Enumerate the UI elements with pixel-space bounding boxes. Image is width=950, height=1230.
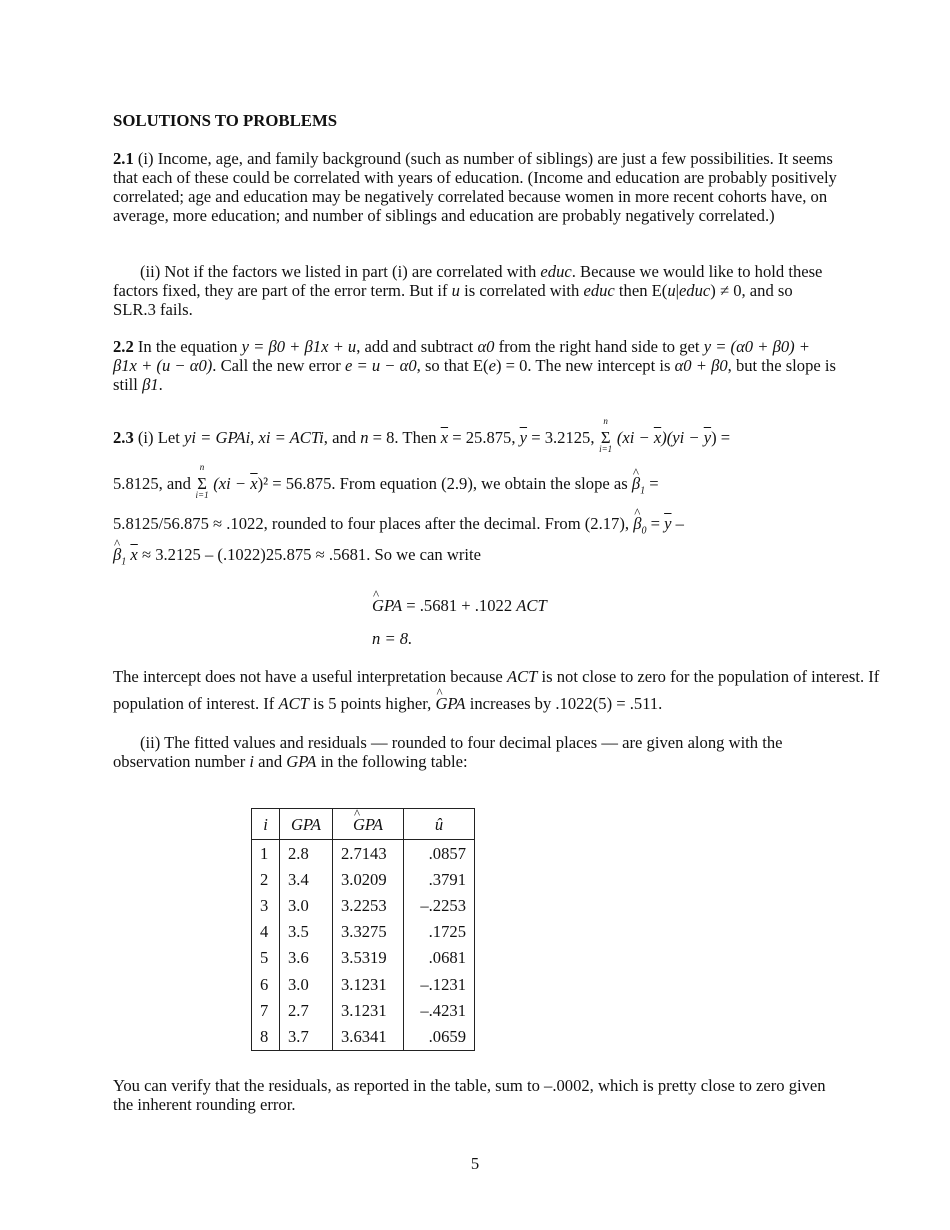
text: ) = 0. The new intercept is xyxy=(495,356,675,375)
text: = 8. Then xyxy=(368,428,441,447)
table-cell: 3.4 xyxy=(280,866,333,892)
x-bar: $\overline{x}$ xyxy=(653,428,662,447)
problem-2-3-line-3 xyxy=(113,514,684,540)
table-cell: 5 xyxy=(252,945,280,971)
var-n: n xyxy=(360,428,369,447)
text: . Call the new error xyxy=(212,356,345,375)
table-cell: .3791 xyxy=(404,866,475,892)
text: 5.8125/56.875 ≈ .1022, rounded to four places after the decimal. From (2.17), xyxy=(113,514,630,533)
equation: y = (α0 + β0) + β1x + (u − α0) xyxy=(113,337,811,375)
header-gpa: GPA xyxy=(280,809,333,840)
table-cell: 3 xyxy=(252,892,280,918)
equation: e = u − α0 xyxy=(344,356,417,375)
y-bar: $\overline{y}$ xyxy=(519,428,528,447)
text: then E( xyxy=(614,281,668,300)
text: in the following table: xyxy=(316,752,468,771)
text: increases by .1022(5) = .511. xyxy=(469,694,663,713)
table-header-row xyxy=(252,809,475,840)
equation: α0 + β0 xyxy=(674,356,728,375)
text: 5.8125, and xyxy=(113,474,191,493)
table-row xyxy=(252,945,475,971)
beta-hat-1: ^ $\beta_1$ xyxy=(113,545,126,571)
table-row xyxy=(252,892,475,918)
text: is correlated with xyxy=(459,281,584,300)
table-cell: 3.5 xyxy=(280,919,333,945)
table-cell: 3.2253 xyxy=(333,892,404,918)
var-e: e xyxy=(488,356,496,375)
var-educ: educ xyxy=(540,262,572,281)
x-bar: $\overline{x}$ xyxy=(130,545,138,564)
text: . xyxy=(158,375,163,394)
table-cell: 3.0209 xyxy=(333,866,404,892)
problem-2-1-part-ii xyxy=(113,262,838,319)
problem-2-2 xyxy=(113,337,838,394)
header-gpa-hat: ^ GPA xyxy=(333,809,404,840)
text: , add and subtract xyxy=(356,337,478,356)
beta-hat-1: ^ $\beta_1$ xyxy=(632,474,645,500)
var-act: ACT xyxy=(506,667,538,686)
problem-2-3-line-2 xyxy=(113,462,659,500)
table-cell: .0857 xyxy=(404,840,475,867)
table-cell: 2.8 xyxy=(280,840,333,867)
table-cell: 7 xyxy=(252,997,280,1023)
text: is 5 points higher, xyxy=(308,694,432,713)
text: from the right hand side to get xyxy=(494,337,704,356)
summation-symbol: n Σ i=1 xyxy=(195,462,209,500)
equation: yi = GPAi, xi = ACTi xyxy=(183,428,324,447)
y-bar: $\overline{y}$ xyxy=(703,428,712,447)
gpa-hat: ^ GPA xyxy=(435,694,465,713)
var-u: u xyxy=(667,281,676,300)
text: , and xyxy=(323,428,361,447)
x-bar: $\overline{x}$ xyxy=(440,428,449,447)
text: (ii) The fitted values and residuals — rounded to four decimal places — are given along with the observation number xyxy=(113,733,783,771)
alpha-0: α0 xyxy=(477,337,495,356)
table-cell: .0681 xyxy=(404,945,475,971)
var-act: ACT xyxy=(278,694,309,713)
problem-2-3-part-ii xyxy=(113,733,838,771)
table-row xyxy=(252,840,475,867)
text: (xi − xyxy=(213,474,247,493)
x-bar: $\overline{x}$ xyxy=(250,474,258,493)
equation: y = β0 + β1x + u xyxy=(241,337,357,356)
table-cell: 4 xyxy=(252,919,280,945)
problem-2-3-line-4 xyxy=(113,545,481,571)
text: , but the slope is still xyxy=(113,356,836,394)
text: )(yi − xyxy=(661,428,700,447)
table-row xyxy=(252,971,475,997)
text: is not close to zero for the population of interest. If xyxy=(537,667,880,686)
equation-rhs: = .5681 + .1022 xyxy=(406,596,513,615)
table-cell: 3.1231 xyxy=(333,997,404,1023)
fitted-values-table xyxy=(251,808,475,1051)
page-number: 5 xyxy=(470,1154,480,1173)
interpretation-line-1 xyxy=(113,667,879,686)
sample-size xyxy=(372,629,412,648)
text: | xyxy=(675,281,679,300)
y-bar: $\overline{y}$ xyxy=(664,514,672,533)
beta-hat-0: ^ $\beta_0$ xyxy=(633,514,646,540)
var-educ: educ xyxy=(678,281,711,300)
table-cell: 6 xyxy=(252,971,280,997)
text: )² = 56.875. From equation (2.9), we obtain the slope as xyxy=(257,474,628,493)
section-heading: SOLUTIONS TO PROBLEMS xyxy=(113,111,338,130)
beta-1: β1 xyxy=(142,375,159,394)
var-act: ACT xyxy=(516,596,547,615)
text: , so that E( xyxy=(416,356,489,375)
table-cell: –.1231 xyxy=(404,971,475,997)
header-u-hat: û xyxy=(404,809,475,840)
problem-number: 2.3 xyxy=(113,428,134,447)
var-educ: educ xyxy=(583,281,615,300)
closing-paragraph: You can verify that the residuals, as reported in the table, sum to –.0002, which is pretty close to zero given the inherent rounding error. xyxy=(113,1076,826,1114)
problem-number: 2.1 xyxy=(113,149,134,168)
table-row xyxy=(252,1023,475,1050)
problem-2-1-part-i xyxy=(113,149,838,225)
table-cell: 3.5319 xyxy=(333,945,404,971)
var-i: i xyxy=(249,752,255,771)
text: (xi − xyxy=(616,428,650,447)
fitted-equation xyxy=(372,596,547,615)
n-equals: n = 8. xyxy=(372,629,413,648)
table-cell: 2 xyxy=(252,866,280,892)
table-cell: 3.0 xyxy=(280,971,333,997)
text: – xyxy=(675,514,684,533)
table-cell: 2.7 xyxy=(280,997,333,1023)
table-cell: 3.6341 xyxy=(333,1023,404,1050)
y-bar-value: = 3.2125, xyxy=(531,428,595,447)
table-cell: 1 xyxy=(252,840,280,867)
table-cell: .0659 xyxy=(404,1023,475,1050)
table-cell: 3.7 xyxy=(280,1023,333,1050)
table-cell: 8 xyxy=(252,1023,280,1050)
table-row xyxy=(252,866,475,892)
text: ≈ 3.2125 – (.1022)25.875 ≈ .5681. So we can write xyxy=(141,545,481,564)
text: (ii) Not if the factors we listed in part (i) are correlated with xyxy=(140,262,541,281)
interpretation-line-2: population of interest. If ACT is 5 points higher, ^ GPA increases by .1022(5) = .511. xyxy=(113,694,662,713)
text: = xyxy=(650,514,660,533)
problem-number: 2.2 xyxy=(113,337,134,356)
text: ) = xyxy=(711,428,731,447)
text: and xyxy=(254,752,287,771)
text: = xyxy=(649,474,659,493)
text: In the equation xyxy=(137,337,242,356)
paragraph-text: (i) Income, age, and family background (such as number of siblings) are just a few possibilities. It seems that each of these could be correlated with years of education. (Income and education are probably positively correlated; age and education may be negatively correlated because women in more recent cohorts have, on average, more education; and number of siblings and education are probably negatively correlated.) xyxy=(113,149,837,225)
header-i: i xyxy=(252,809,280,840)
table-cell: 2.7143 xyxy=(333,840,404,867)
text: ) ≠ 0, and so SLR.3 fails. xyxy=(113,281,793,319)
table-cell: 3.1231 xyxy=(333,971,404,997)
table-cell: 3.0 xyxy=(280,892,333,918)
problem-2-3-line-1 xyxy=(113,416,731,454)
x-bar-value: = 25.875, xyxy=(452,428,516,447)
table-cell: –.4231 xyxy=(404,997,475,1023)
var-u: u xyxy=(451,281,460,300)
text: The intercept does not have a useful interpretation because xyxy=(113,667,507,686)
table-cell: .1725 xyxy=(404,919,475,945)
table-row xyxy=(252,919,475,945)
table-cell: 3.6 xyxy=(280,945,333,971)
table-cell: –.2253 xyxy=(404,892,475,918)
text: (i) Let xyxy=(137,428,184,447)
var-gpa: GPA xyxy=(286,752,317,771)
table-row xyxy=(252,997,475,1023)
gpa-hat: ^ GPA xyxy=(372,596,402,615)
summation-symbol: n Σ i=1 xyxy=(599,416,613,454)
table-cell: 3.3275 xyxy=(333,919,404,945)
text: . Because we would like to hold these factors fixed, they are part of the error term. But if xyxy=(113,262,823,300)
